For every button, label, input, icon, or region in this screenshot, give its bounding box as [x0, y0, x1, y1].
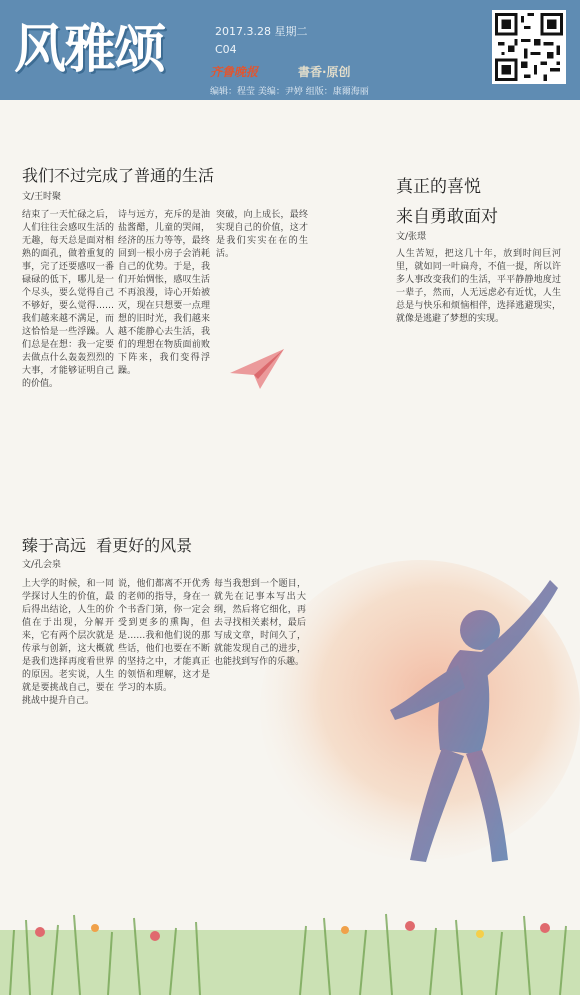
page-code: C04	[215, 43, 237, 56]
article-column: 结束了一天忙碌之后，人们往往会感叹生活的无趣，每天总是面对相熟的面孔，做着重复的事，完了还要感叹一番碌碌的低下，哪儿是一个尽头，要么觉得自己不够好，要么觉得……我们越来越不满足，而这恰恰是一些浮躁。人们总是在想：我一定要去做点什么轰轰烈烈的大事，才能够证明自己的价值。	[22, 210, 114, 389]
article-title: 臻于高远 看更好的风景	[22, 536, 193, 555]
article-column: 说，他们都离不开优秀的老师的指导，身在一个书香门第，你一定会受到更多的熏陶，但是……我和他们说的那些话，他们也要在不断的坚持之中，才能真正的领悟和理解，这才是学习的本质。	[118, 579, 210, 693]
newspaper-logo: 齐鲁晚报	[210, 65, 259, 79]
article-byline: 文/张璟	[396, 232, 427, 242]
brand-title: 风雅颂	[14, 20, 165, 80]
article-title: 我们不过完成了普通的生活	[22, 166, 215, 185]
editor-credits: 编辑：程莹 美编：尹婷 组版：康爾海丽	[210, 87, 369, 97]
article-byline: 文/孔会泉	[22, 560, 62, 570]
article-title: 真正的喜悦 来自勇敢面对	[396, 177, 498, 227]
section-name: 書香·原创	[298, 65, 351, 79]
grass-flowers-decoration	[0, 870, 580, 995]
paper-plane-kite-icon	[228, 345, 288, 395]
article-column: 上大学的时候，和一同学探讨人生的价值，最后得出结论，人生的价值在于出现，分解开来，它有两个层次就是传承与创新，这大概就是我们选择再度看世界的原因。老实说，人生就是要挑战自己，要在挑战中提升自己。	[22, 579, 114, 706]
article-byline: 文/王时聚	[22, 192, 62, 202]
issue-date: 2017.3.28 星期二	[215, 25, 308, 38]
article-column: 人生苦短，把这几十年，放到时间巨河里，就如同一叶扁舟，不值一提，所以许多人事改变我们的生活，平平静静地度过一辈子，然而，人无远虑必有近忧，人生总是与快乐和烦恼相伴，选择逃避现实，就像是逃避了梦想的实现。	[396, 249, 561, 324]
article-column: 每当我想到一个题目，就先在记事本写出大纲，然后将它细化，再去寻找相关素材，最后写成文章，时间久了，就能发现自己的进步，也能找到写作的乐趣。	[214, 579, 306, 667]
article-column: 突破，向上成长，最终实现自己的价值，这才是我们实实在在的生活。	[216, 210, 308, 259]
article-column: 诗与远方，充斥的是油盐酱醋，儿童的哭闹，经济的压力等等，最终回到一根小房子会消耗自己的优势。于是，我们开始惆怅，感叹生活不再浪漫，诗心开始被灭，现在只想要一点理想的旧时光，我们越来越不能静心去生活，我们的理想在物质面前败下阵来，我们变得浮躁。	[118, 210, 210, 376]
qr-code-icon	[492, 10, 566, 84]
